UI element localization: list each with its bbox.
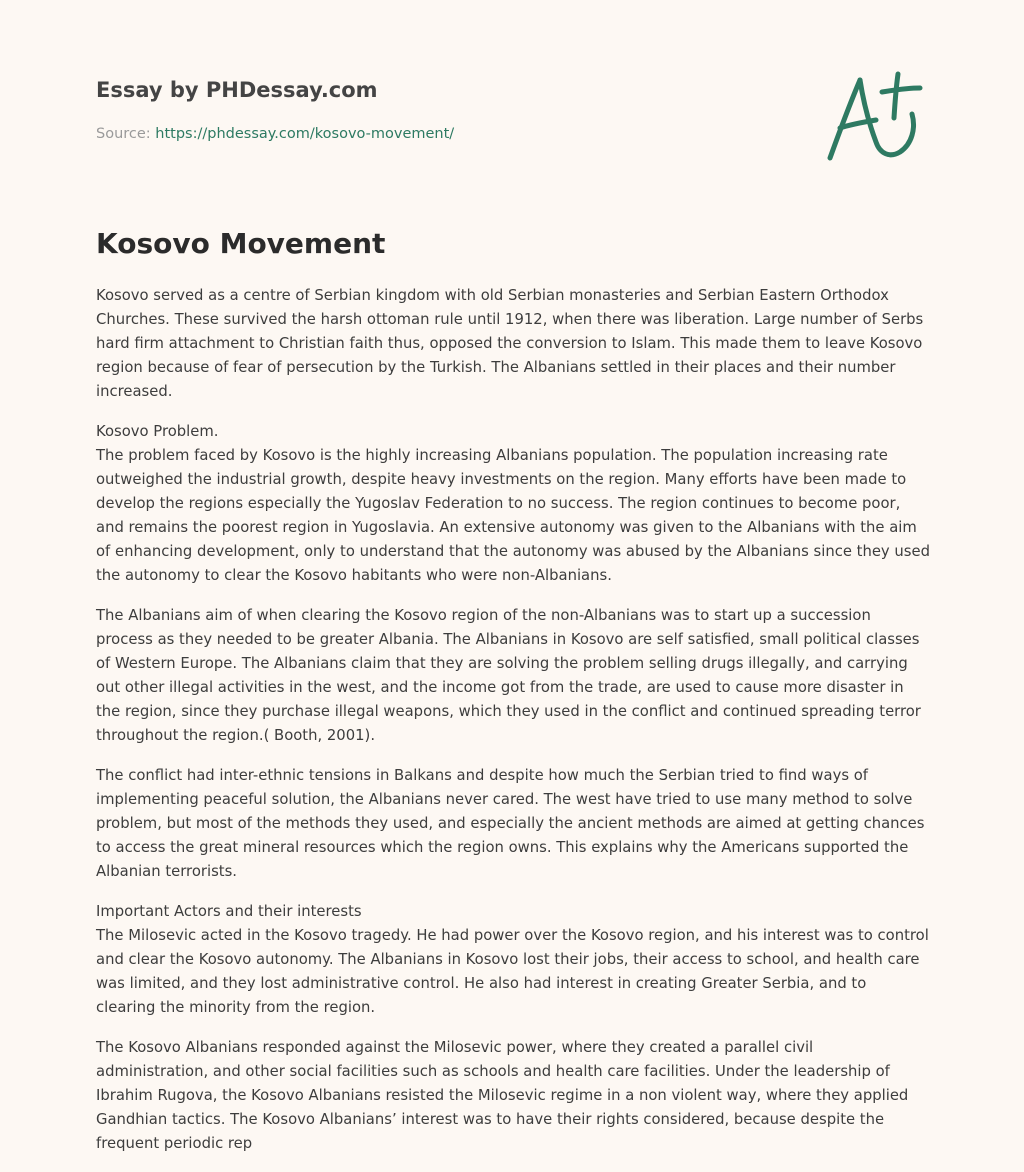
source-link[interactable]: https://phdessay.com/kosovo-movement/ (155, 126, 455, 142)
article-title: Kosovo Movement (96, 227, 386, 260)
brand-title: Essay by PHDessay.com (96, 78, 378, 102)
paragraph: Important Actors and their interests The Milosevic acted in the Kosovo tragedy. He had power over the Kosovo region, and his interest was to control and clear the Kosovo autonomy. The Albanians in Kosovo lost their jobs, their access to school, and health care was limited, and they lost administrative control. He also had interest in creating Greater Serbia, and to clearing the minority from the region. (96, 903, 929, 1016)
paragraph: Kosovo served as a centre of Serbian kingdom with old Serbian monasteries and Serbian Eastern Orthodox Churches. These survived the harsh ottoman rule until 1912, when there was liberation. Large number of Serbs hard firm attachment to Christian faith thus, opposed the conversion to Islam. This made them to leave Kosovo region because of fear of persecution by the Turkish. The Albanians settled in their places and their number increased. (96, 287, 924, 400)
a-plus-icon (820, 66, 930, 166)
source-label: Source: (96, 126, 156, 142)
paragraph: The Kosovo Albanians responded against the Milosevic power, where they created a parallel civil administration, and other social facilities such as schools and health care facilities. Under the leadership of Ibrahim Rugova, the Kosovo Albanians resisted the Milosevic regime in a non violent way, where they applied Gandhian tactics. The Kosovo Albanians’ interest was to have their rights considered, because despite the frequent periodic rep (96, 1039, 909, 1152)
paragraph: The conflict had inter-ethnic tensions in Balkans and despite how much the Serbian tried to find ways of implementing peaceful solution, the Albanians never cared. The west have tried to use many method to solve problem, but most of the methods they used, and especially the ancient methods are aimed at getting chances to access the great mineral resources which the region owns. This explains why the Americans supported the Albanian terrorists. (96, 767, 925, 880)
source-line (96, 124, 696, 144)
document-header (96, 76, 696, 144)
paragraph: The Albanians aim of when clearing the Kosovo region of the non-Albanians was to start up a succession process as they needed to be greater Albania. The Albanians in Kosovo are self satisfied, small political classes of Western Europe. The Albanians claim that they are solving the problem selling drugs illegally, and carrying out other illegal activities in the west, and the income got from the trade, are used to cause more disaster in the region, since they purchase illegal weapons, which they used in the conflict and continued spreading terror throughout the region.( Booth, 2001). (96, 607, 921, 744)
paragraph: Kosovo Problem. The problem faced by Kosovo is the highly increasing Albanians population. The population increasing rate outweighed the industrial growth, despite heavy investments on the region. Many efforts have been made to develop the regions especially the Yugoslav Federation to no success. The region continues to become poor, and remains the poorest region in Yugoslavia. An extensive autonomy was given to the Albanians with the aim of enhancing development, only to understand that the autonomy was abused by the Albanians since they used the autonomy to clear the Kosovo habitants who were non-Albanians. (96, 423, 930, 584)
article-body (96, 284, 930, 1172)
